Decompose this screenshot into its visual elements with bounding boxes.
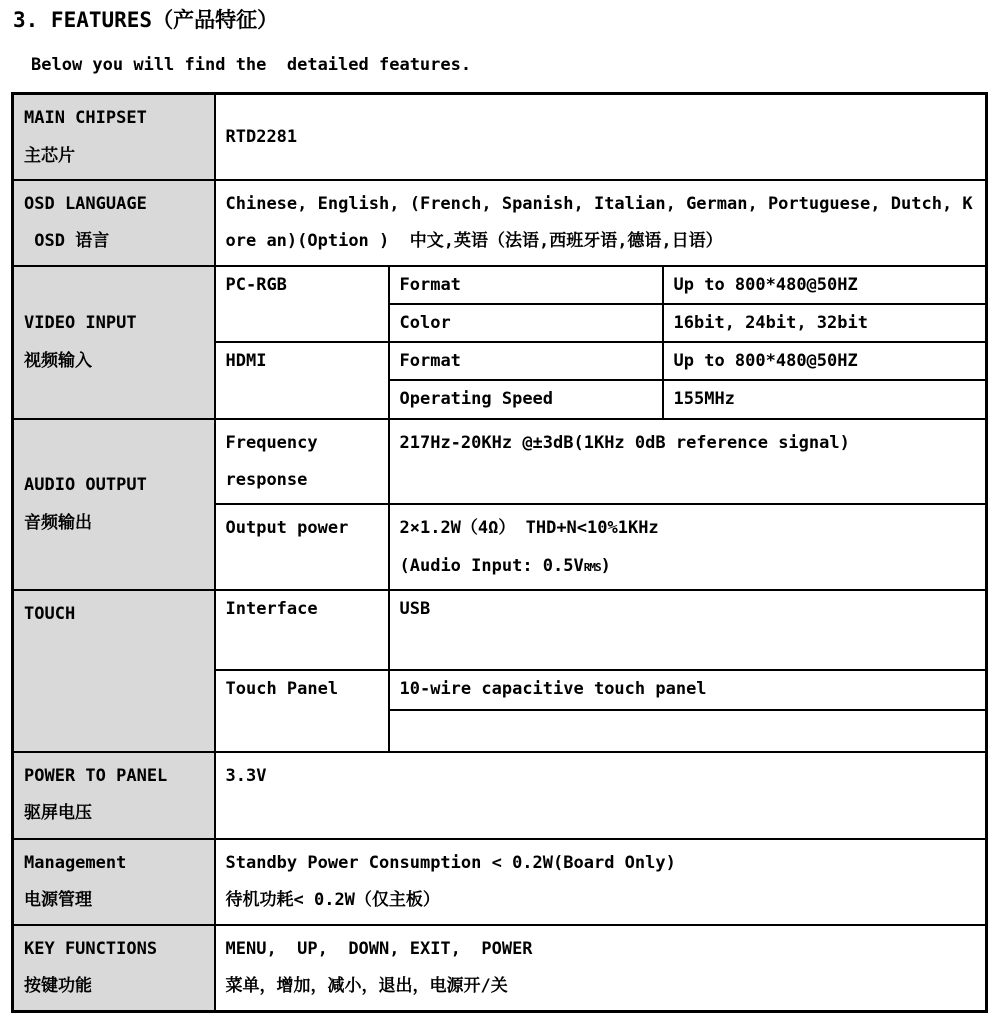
row-key-functions bbox=[13, 925, 987, 1011]
cell-touch-panel-value: 10-wire capacitive touch panel bbox=[389, 670, 987, 710]
label-main-chipset-en: MAIN CHIPSET bbox=[24, 108, 147, 129]
label-management-cn: 电源管理 bbox=[24, 890, 92, 911]
cell-touch-panel-param: Touch Panel bbox=[215, 670, 389, 752]
label-power-to-panel-en: POWER TO PANEL bbox=[24, 766, 168, 787]
cell-pcrgb-format-value: Up to 800*480@50HZ bbox=[663, 266, 987, 304]
label-video-input bbox=[13, 266, 215, 419]
cell-pcrgb-format-param: Format bbox=[389, 266, 663, 304]
label-osd-language-en: OSD LANGUAGE bbox=[24, 193, 147, 214]
label-main-chipset bbox=[13, 94, 215, 180]
cell-hdmi-format-value: Up to 800*480@50HZ bbox=[663, 342, 987, 380]
row-power-to-panel bbox=[13, 752, 987, 839]
cell-management-value bbox=[215, 839, 987, 925]
label-main-chipset-cn: 主芯片 bbox=[24, 145, 75, 166]
label-video-input-cn: 视频输入 bbox=[24, 350, 92, 371]
cell-key-functions-value bbox=[215, 925, 987, 1011]
label-audio-output-cn: 音频输出 bbox=[24, 512, 92, 533]
key-functions-value-cn: 菜单，增加，减小，退出，电源开/关 bbox=[225, 976, 508, 997]
label-osd-language-cn: OSD 语言 bbox=[24, 231, 110, 252]
cell-hdmi-speed-value: 155MHz bbox=[663, 380, 987, 418]
cell-hdmi-format-param: Format bbox=[389, 342, 663, 380]
label-touch-en: TOUCH bbox=[24, 604, 76, 625]
cell-hdmi-speed-param: Operating Speed bbox=[389, 380, 663, 418]
row-management bbox=[13, 839, 987, 925]
cell-touch-empty bbox=[389, 710, 987, 752]
cell-osd-language-value: Chinese, English, (French, Spanish, Italian, German, Portuguese, Dutch, Kore an)(Option ) 中文,英语（法语,西班牙语,德语,日语） bbox=[215, 180, 987, 266]
page-subtitle: Below you will find the detailed features. bbox=[31, 55, 472, 76]
cell-audio-frequency-value: 217Hz-20KHz @±3dB(1KHz 0dB reference signal) bbox=[389, 419, 987, 505]
management-value-cn: 待机功耗< 0.2W（仅主板） bbox=[225, 890, 440, 911]
audio-power-line2: (Audio Input: 0.5VRMS) bbox=[399, 555, 611, 576]
features-table bbox=[11, 92, 988, 1012]
label-power-to-panel-cn: 驱屏电压 bbox=[24, 803, 92, 824]
label-management bbox=[13, 839, 215, 925]
row-audio-frequency bbox=[13, 419, 987, 505]
cell-pcrgb-color-param: Color bbox=[389, 304, 663, 342]
cell-touch-interface-param: Interface bbox=[215, 590, 389, 670]
row-touch-interface bbox=[13, 590, 987, 670]
label-audio-output-en: AUDIO OUTPUT bbox=[24, 475, 147, 496]
management-value-en: Standby Power Consumption < 0.2W(Board Only) bbox=[225, 853, 676, 874]
label-key-functions bbox=[13, 925, 215, 1011]
cell-touch-interface-value: USB bbox=[389, 590, 987, 670]
label-power-to-panel bbox=[13, 752, 215, 839]
rms-subscript: RMS bbox=[583, 560, 601, 574]
cell-main-chipset-value: RTD2281 bbox=[215, 94, 987, 180]
cell-audio-power-value bbox=[389, 504, 987, 590]
cell-video-source-pcrgb: PC-RGB bbox=[215, 266, 389, 342]
label-touch bbox=[13, 590, 215, 752]
cell-power-to-panel-value: 3.3V bbox=[215, 752, 987, 839]
cell-audio-frequency-param: Frequency response bbox=[215, 419, 389, 505]
label-osd-language bbox=[13, 180, 215, 266]
row-osd-language bbox=[13, 180, 987, 266]
page-title: 3. FEATURES（产品特征） bbox=[13, 8, 279, 32]
label-management-en: Management bbox=[24, 853, 127, 874]
cell-video-source-hdmi: HDMI bbox=[215, 342, 389, 418]
cell-pcrgb-color-value: 16bit, 24bit, 32bit bbox=[663, 304, 987, 342]
cell-audio-power-param: Output power bbox=[215, 504, 389, 590]
label-key-functions-en: KEY FUNCTIONS bbox=[24, 938, 158, 959]
label-key-functions-cn: 按键功能 bbox=[24, 976, 92, 997]
label-video-input-en: VIDEO INPUT bbox=[24, 313, 137, 334]
row-video-pcrgb-format bbox=[13, 266, 987, 304]
label-audio-output bbox=[13, 419, 215, 591]
key-functions-value-en: MENU, UP, DOWN, EXIT, POWER bbox=[225, 938, 533, 959]
row-main-chipset bbox=[13, 94, 987, 180]
audio-power-line1: 2×1.2W（4Ω） THD+N<10%1KHz bbox=[399, 518, 659, 539]
